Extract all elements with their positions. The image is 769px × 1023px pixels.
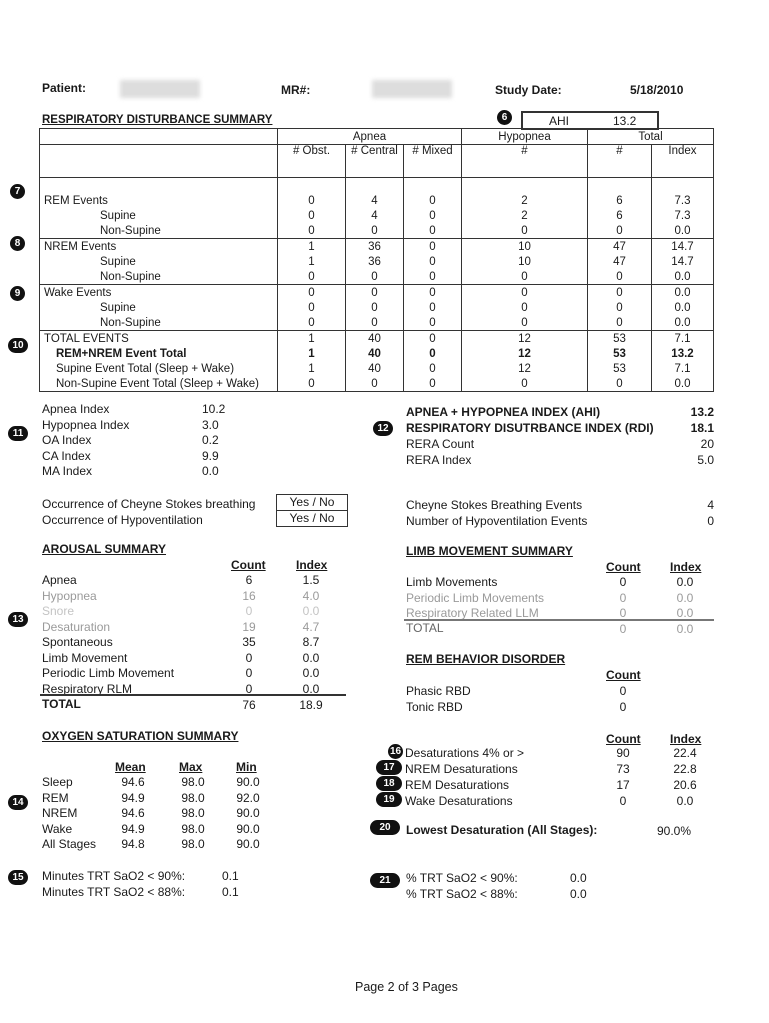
arousal-title: AROUSAL SUMMARY xyxy=(42,542,167,556)
limb-total-index: 0.0 xyxy=(676,622,694,636)
arousal-index-header: Index xyxy=(296,558,328,572)
trt-right-labels: % TRT SaO2 < 90%: % TRT SaO2 < 88%: xyxy=(406,871,518,901)
badge-21: 21 xyxy=(370,873,400,888)
header-total: Total xyxy=(588,129,714,145)
table-row: Non-Supine Event Total (Sleep + Wake) 0 0 0 0 0 0.0 xyxy=(40,376,714,392)
badge-17: 17 xyxy=(376,760,402,775)
indices-right-labels: APNEA + HYPOPNEA INDEX (AHI) RESPIRATORY DISUTRBANCE INDEX (RDI) RERA Count RERA Index xyxy=(406,405,654,467)
trt-left-labels: Minutes TRT SaO2 < 90%: Minutes TRT SaO2 < 88%: xyxy=(42,869,186,899)
table-row: Non-Supine 0 0 0 0 0 0.0 xyxy=(40,315,714,331)
limb-indexes: 0.0 0.0 0.0 xyxy=(676,575,694,620)
header-mixed: # Mixed xyxy=(404,145,462,178)
oxygen-mean-header: Mean xyxy=(115,760,146,774)
header-obst: # Obst. xyxy=(278,145,346,178)
arousal-counts: 6 16 0 19 35 0 0 0 xyxy=(242,573,256,696)
ahi-label: AHI xyxy=(549,114,570,128)
oxygen-labels: Sleep REM NREM Wake All Stages xyxy=(42,775,97,851)
oxygen-means: 94.6 94.9 94.6 94.9 94.8 xyxy=(121,775,145,851)
badge-10: 10 xyxy=(8,338,28,353)
table-row: Supine 0 0 0 0 0 0.0 xyxy=(40,300,714,315)
hypovent-yes-no: Yes / No xyxy=(289,511,335,525)
patient-name-redacted xyxy=(120,80,200,98)
badge-6: 6 xyxy=(497,110,512,125)
limb-divider xyxy=(404,619,714,621)
table-row: Supine Event Total (Sleep + Wake) 1 40 0 12 53 7.1 xyxy=(40,361,714,376)
header-hyp-num: # xyxy=(462,145,588,178)
limb-labels: Limb Movements Periodic Limb Movements Respiratory Related LLM xyxy=(406,575,545,620)
table-row: Supine 1 36 0 10 47 14.7 xyxy=(40,254,714,269)
oxygen-maxes: 98.0 98.0 98.0 98.0 98.0 xyxy=(181,775,205,851)
badge-12: 12 xyxy=(373,421,393,436)
header-index: Index xyxy=(652,145,714,178)
desat-index-header: Index xyxy=(670,732,702,746)
arousal-total-index: 18.9 xyxy=(299,698,323,712)
trt-left-values: 0.1 0.1 xyxy=(222,869,239,899)
limb-index-header: Index xyxy=(670,560,702,574)
lowest-desat-label: Lowest Desaturation (All Stages): xyxy=(406,823,598,837)
rbd-labels: Phasic RBD Tonic RBD xyxy=(406,684,471,714)
badge-11: 11 xyxy=(8,426,28,441)
table-row: Wake Events 0 0 0 0 0 0.0 xyxy=(40,285,714,301)
oxygen-title: OXYGEN SATURATION SUMMARY xyxy=(42,729,239,743)
events-right-labels: Cheyne Stokes Breathing Events Number of Hypoventilation Events xyxy=(406,498,588,528)
badge-9: 9 xyxy=(10,286,25,301)
page-footer: Page 2 of 3 Pages xyxy=(355,980,458,994)
rbd-title: REM BEHAVIOR DISORDER xyxy=(406,652,566,666)
desat-counts: 90 73 17 0 xyxy=(616,746,630,808)
header-apnea: Apnea xyxy=(278,129,462,145)
table-row: REM Events 0 4 0 2 6 7.3 xyxy=(40,193,714,208)
limb-count-header: Count xyxy=(606,560,641,574)
arousal-indexes: 1.5 4.0 0.0 4.7 8.7 0.0 0.0 0.0 xyxy=(302,573,320,696)
badge-15: 15 xyxy=(8,870,28,885)
study-date-label: Study Date: xyxy=(495,83,562,97)
arousal-total-count: 76 xyxy=(242,698,256,712)
occurrence-labels: Occurrence of Cheyne Stokes breathing Occurrence of Hypoventilation xyxy=(42,497,256,527)
mr-label: MR#: xyxy=(281,83,311,97)
rbd-count-header: Count xyxy=(606,668,641,682)
badge-20: 20 xyxy=(370,820,400,835)
badge-16: 16 xyxy=(389,746,402,757)
limb-counts: 0 0 0 xyxy=(619,575,627,620)
trt-right-values: 0.0 0.0 xyxy=(570,871,587,901)
occurrence-box xyxy=(276,494,348,527)
lowest-desat-value: 90.0% xyxy=(657,824,692,838)
badge-18: 18 xyxy=(376,776,402,791)
arousal-labels: Apnea Hypopnea Snore Desaturation Spontaneous Limb Movement Periodic Limb Movement Respiratory RLM xyxy=(42,573,175,696)
oxygen-min-header: Min xyxy=(236,760,257,774)
indices-right-values: 13.2 18.1 20 5.0 xyxy=(690,405,714,467)
limb-title: LIMB MOVEMENT SUMMARY xyxy=(406,544,573,558)
header-tot-num: # xyxy=(588,145,652,178)
rbd-counts: 0 0 xyxy=(619,684,627,714)
desat-indexes: 22.4 22.8 20.6 0.0 xyxy=(673,746,697,808)
desat-labels: Desaturations 4% or > NREM Desaturations REM Desaturations Wake Desaturations xyxy=(405,746,525,808)
table-row: REM+NREM Event Total 1 40 0 12 53 13.2 xyxy=(40,346,714,361)
header-hypopnea: Hypopnea xyxy=(462,129,588,145)
arousal-total-label: TOTAL xyxy=(42,697,81,711)
badge-8: 8 xyxy=(10,236,25,251)
badge-19: 19 xyxy=(376,792,402,807)
table-row: TOTAL EVENTS 1 40 0 12 53 7.1 xyxy=(40,331,714,347)
arousal-divider xyxy=(40,694,346,696)
badge-13: 13 xyxy=(8,612,28,627)
cheyne-yes-no: Yes / No xyxy=(277,495,347,511)
table-row: NREM Events 1 36 0 10 47 14.7 xyxy=(40,239,714,255)
indices-left-labels: Apnea Index Hypopnea Index OA Index CA Index MA Index xyxy=(42,402,130,478)
study-date: 5/18/2010 xyxy=(630,83,684,97)
table-row: Non-Supine 0 0 0 0 0 0.0 xyxy=(40,269,714,285)
rds-title: RESPIRATORY DISTURBANCE SUMMARY xyxy=(42,114,273,126)
oxygen-max-header: Max xyxy=(179,760,203,774)
indices-left-values: 10.2 3.0 0.2 9.9 0.0 xyxy=(202,402,226,478)
mr-number-redacted xyxy=(372,80,452,98)
patient-label: Patient: xyxy=(42,81,87,95)
badge-14: 14 xyxy=(8,795,28,810)
events-right-values: 4 0 xyxy=(707,498,714,528)
arousal-count-header: Count xyxy=(231,558,266,572)
limb-total-label: TOTAL xyxy=(406,621,444,635)
oxygen-mins: 90.0 92.0 90.0 90.0 90.0 xyxy=(236,775,260,851)
ahi-value: 13.2 xyxy=(613,114,637,128)
header-central: # Central xyxy=(346,145,404,178)
rds-table xyxy=(39,128,714,392)
desat-count-header: Count xyxy=(606,732,641,746)
limb-total-count: 0 xyxy=(619,622,627,636)
table-row: Non-Supine 0 0 0 0 0 0.0 xyxy=(40,223,714,239)
table-row: Supine 0 4 0 2 6 7.3 xyxy=(40,208,714,223)
badge-7: 7 xyxy=(10,184,25,199)
